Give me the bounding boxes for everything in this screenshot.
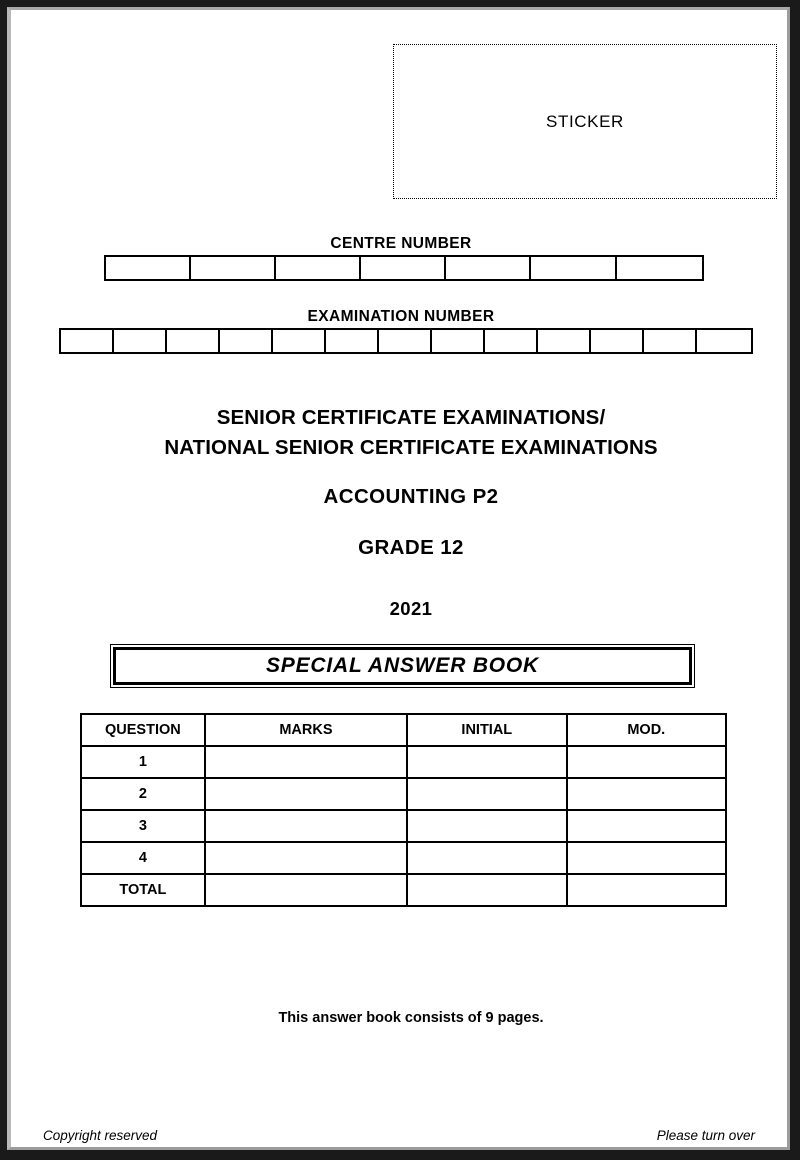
year-title: 2021 bbox=[389, 598, 433, 619]
number-cell[interactable] bbox=[276, 257, 361, 279]
number-cell[interactable] bbox=[379, 330, 432, 352]
special-answer-book-banner-inner bbox=[113, 647, 692, 685]
column-header-question: QUESTION bbox=[81, 714, 205, 746]
cell-mod[interactable] bbox=[567, 746, 726, 778]
cell-initial[interactable] bbox=[407, 874, 566, 906]
cell-initial[interactable] bbox=[407, 810, 566, 842]
number-cell[interactable] bbox=[591, 330, 644, 352]
subject-title: ACCOUNTING P2 bbox=[323, 485, 499, 508]
column-header-mod: MOD. bbox=[567, 714, 726, 746]
cell-question: TOTAL bbox=[81, 874, 205, 906]
exam-heading-line-2: NATIONAL SENIOR CERTIFICATE EXAMINATIONS bbox=[164, 436, 658, 459]
number-cell[interactable] bbox=[617, 257, 702, 279]
cell-question: 2 bbox=[81, 778, 205, 810]
cell-marks[interactable] bbox=[205, 810, 407, 842]
page-footer bbox=[43, 1128, 755, 1143]
number-cell[interactable] bbox=[167, 330, 220, 352]
answer-book-cover-page bbox=[11, 10, 787, 1147]
number-cell[interactable] bbox=[61, 330, 114, 352]
number-cell[interactable] bbox=[432, 330, 485, 352]
table-header-row bbox=[81, 714, 726, 746]
number-cell[interactable] bbox=[446, 257, 531, 279]
examination-number-label: EXAMINATION NUMBER bbox=[307, 308, 495, 325]
cell-mod[interactable] bbox=[567, 874, 726, 906]
cell-initial[interactable] bbox=[407, 842, 566, 874]
number-cell[interactable] bbox=[191, 257, 276, 279]
copyright-notice: Copyright reserved bbox=[43, 1128, 158, 1143]
number-cell[interactable] bbox=[361, 257, 446, 279]
number-cell[interactable] bbox=[326, 330, 379, 352]
cell-marks[interactable] bbox=[205, 842, 407, 874]
marks-summary-table bbox=[80, 713, 727, 907]
cell-marks[interactable] bbox=[205, 746, 407, 778]
centre-number-label: CENTRE NUMBER bbox=[330, 235, 472, 252]
table-row bbox=[81, 810, 726, 842]
cell-initial[interactable] bbox=[407, 746, 566, 778]
cell-question: 4 bbox=[81, 842, 205, 874]
exam-authority-heading bbox=[51, 403, 771, 463]
sticker-label: STICKER bbox=[546, 111, 624, 131]
number-cell[interactable] bbox=[220, 330, 273, 352]
number-cell[interactable] bbox=[273, 330, 326, 352]
number-cell[interactable] bbox=[531, 257, 616, 279]
cell-mod[interactable] bbox=[567, 810, 726, 842]
table-row bbox=[81, 842, 726, 874]
exam-heading-line-1: SENIOR CERTIFICATE EXAMINATIONS/ bbox=[216, 406, 606, 429]
cell-marks[interactable] bbox=[205, 778, 407, 810]
number-cell[interactable] bbox=[697, 330, 750, 352]
table-row bbox=[81, 778, 726, 810]
number-cell[interactable] bbox=[106, 257, 191, 279]
table-row bbox=[81, 874, 726, 906]
grade-title: GRADE 12 bbox=[358, 536, 464, 559]
column-header-initial: INITIAL bbox=[407, 714, 566, 746]
sticker-box bbox=[393, 44, 777, 199]
number-cell[interactable] bbox=[114, 330, 167, 352]
cell-mod[interactable] bbox=[567, 842, 726, 874]
number-cell[interactable] bbox=[644, 330, 697, 352]
number-cell[interactable] bbox=[538, 330, 591, 352]
special-answer-book-label: SPECIAL ANSWER BOOK bbox=[265, 654, 540, 677]
cell-question: 3 bbox=[81, 810, 205, 842]
centre-number-input-row[interactable] bbox=[104, 255, 704, 281]
turn-over-notice: Please turn over bbox=[656, 1128, 755, 1143]
examination-number-input-row[interactable] bbox=[59, 328, 753, 354]
table-row bbox=[81, 746, 726, 778]
special-answer-book-banner bbox=[110, 644, 695, 688]
cell-mod[interactable] bbox=[567, 778, 726, 810]
page-border bbox=[7, 7, 790, 1150]
column-header-marks: MARKS bbox=[205, 714, 407, 746]
cell-marks[interactable] bbox=[205, 874, 407, 906]
number-cell[interactable] bbox=[485, 330, 538, 352]
cell-initial[interactable] bbox=[407, 778, 566, 810]
cell-question: 1 bbox=[81, 746, 205, 778]
page-count-note: This answer book consists of 9 pages. bbox=[278, 1010, 544, 1026]
